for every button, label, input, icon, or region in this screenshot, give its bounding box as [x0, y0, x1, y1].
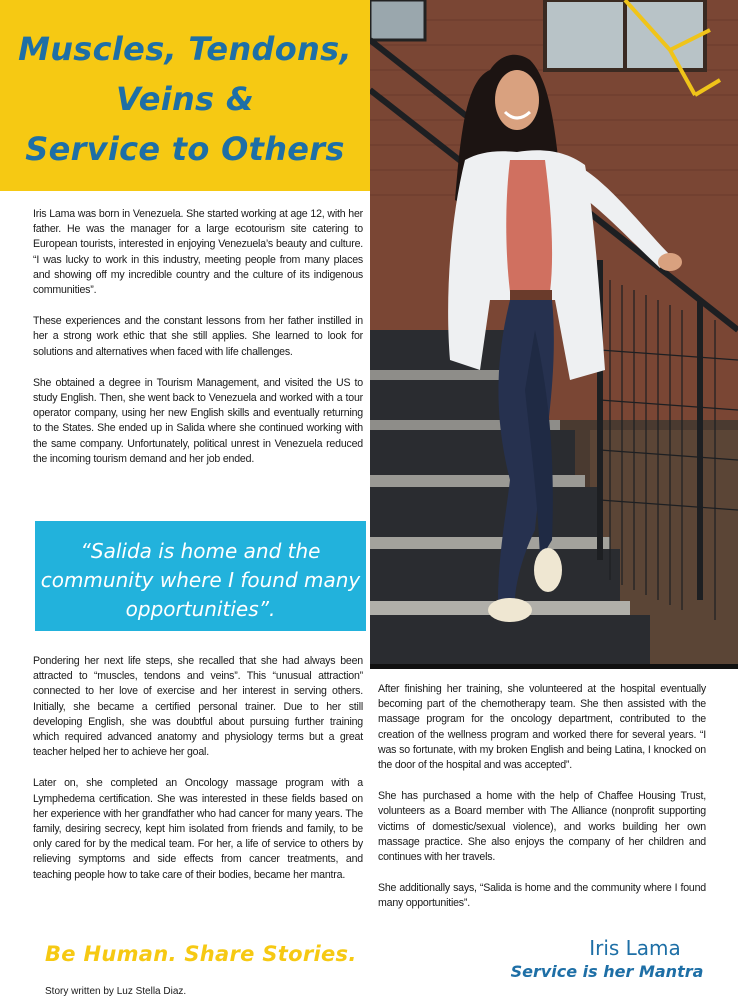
paragraph: She has purchased a home with the help of Chaffee Housing Trust, volunteers as a Board member with The Alliance (nonprofit supporting victims of domestic/sexual violence), and works building her own massage practice. She also enjoys the company of her children and continues with her travels. [378, 790, 706, 864]
paragraph: Pondering her next life steps, she recalled that she had always been attracted to “muscles, tendons and veins”. This “unusual attraction” connected to her love of exercise and her interest in serving others. Initially, she became a certified personal trainer. Due to her still developing English, she was doubtful about pursuing further training which required advanced anatomy and physiology terms but a great teacher helped her to achieve her goal. [33, 655, 363, 759]
paragraph: She obtained a degree in Tourism Management, and visited the US to study English. Then, she went back to Venezuela and worked with a tour operator company, using her new English skills and eventually returning to the States. She ended up in Salida where she continued working with the same company. Unfortunately, political unrest in Venezuela reduced the incoming tourism demand and her job ended. [33, 376, 363, 465]
paragraph: Later on, she completed an Oncology massage program with a Lymphedema certification. She was interested in these fields based on her experience with her grandfather who had cancer for many years. The family, desiring secrecy, kept him isolated from friends and family, to be only cared for by the medical team. For her, a life of service to others by relieving symptoms and side effects from cancer treatments, and teaching people how to take care of their bodies, became her mantra. [33, 777, 363, 881]
article-column-top [33, 207, 363, 483]
paragraph: These experiences and the constant lessons from her father instilled in her a strong work ethic that she still applies. She learned to look for solutions and alternatives when faced with life challenges. [33, 315, 363, 358]
article-column-bottom-left [33, 654, 363, 899]
tagline: Be Human. Share Stories. [45, 942, 357, 966]
paragraph: She additionally says, “Salida is home and the community where I found many opportunities”. [378, 882, 706, 910]
paragraph: Iris Lama was born in Venezuela. She started working at age 12, with her father. He was the manager for a large ecotourism site catering to European tourists, interested in enjoying Venezuela’s beauty and culture. “I was lucky to work in this industry, meeting people from many places and showing off my incredible country and the culture of its indigenous communities”. [33, 208, 363, 297]
title-line-1: Muscles, Tendons, [18, 30, 352, 68]
title-block [0, 0, 370, 191]
portrait-illustration [370, 0, 738, 664]
pull-quote-box [35, 521, 366, 631]
page-title [0, 24, 370, 174]
byline: Story written by Luz Stella Diaz. [45, 986, 187, 997]
title-line-3: Service to Others [25, 130, 345, 168]
subject-caption: Service is her Mantra [510, 962, 704, 981]
subject-name: Iris Lama [589, 936, 681, 960]
title-line-2: Veins & [115, 80, 255, 118]
photo-bottom-band [370, 664, 738, 669]
paragraph: After finishing her training, she volunteered at the hospital eventually becoming part of the chemotherapy team. She then assisted with the massage program for the oncology department, contributed to the creation of the wellness program and worked there for several years. “I was so fortunate, with my broken English and being Latina, I knocked on the door of the hospital and was accepted”. [378, 683, 706, 772]
portrait-photo [370, 0, 738, 664]
article-column-bottom-right [378, 682, 706, 928]
pull-quote: “Salida is home and the community where I found many opportunities”. [40, 539, 361, 621]
